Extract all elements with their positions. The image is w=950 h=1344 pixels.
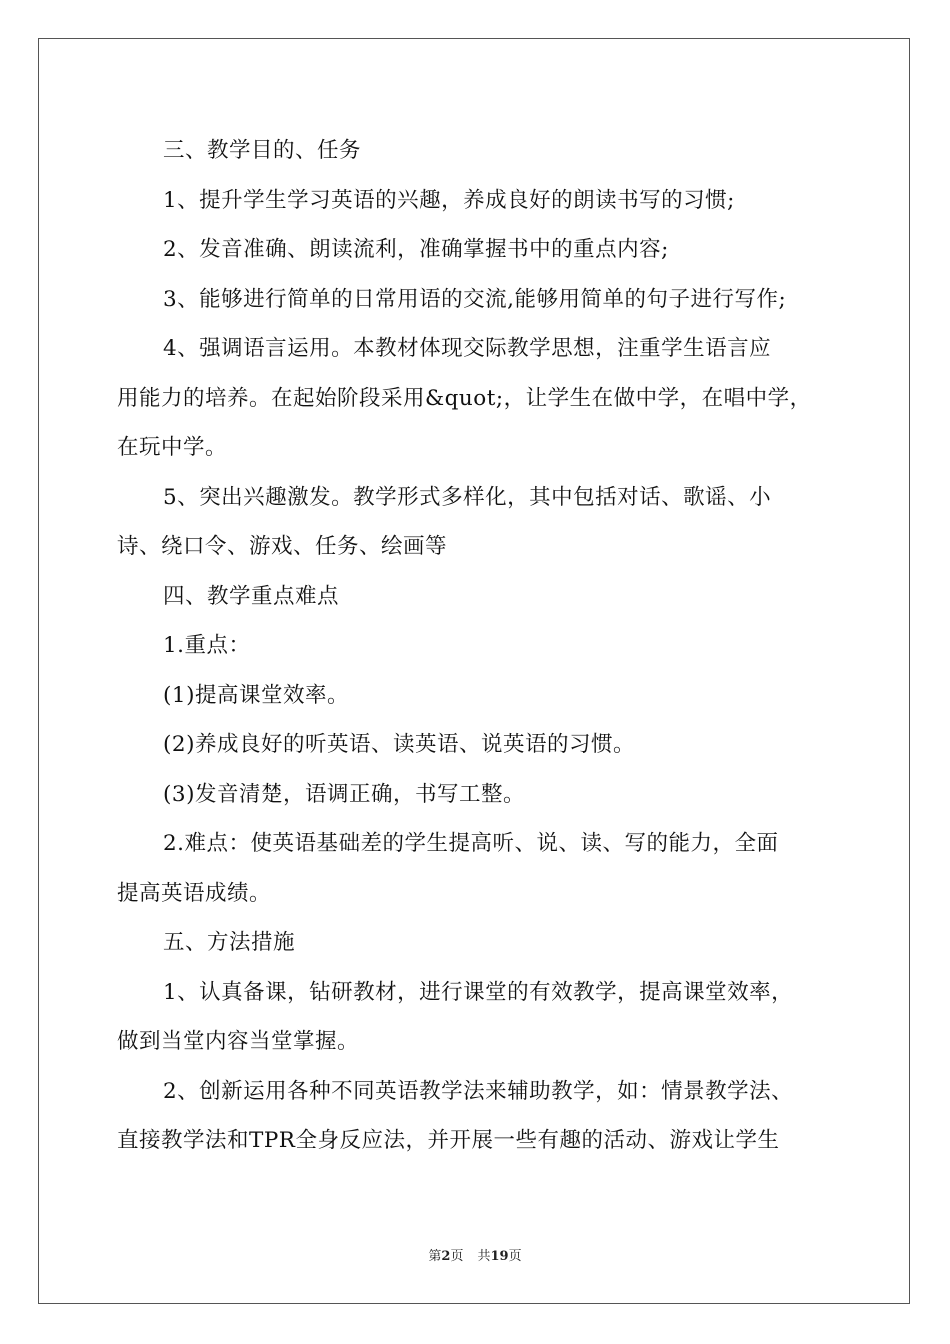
paragraph-line: 1、提升学生学习英语的兴趣，养成良好的朗读书写的习惯; bbox=[163, 187, 735, 213]
total-pages-number: 19 bbox=[490, 1249, 509, 1264]
section-heading: 四、教学重点难点 bbox=[163, 583, 340, 609]
paragraph-line: 2、创新运用各种不同英语教学法来辅助教学，如：情景教学法、 bbox=[163, 1078, 794, 1104]
paragraph-line: 5、突出兴趣激发。教学形式多样化，其中包括对话、歌谣、小 bbox=[163, 484, 772, 510]
list-item: (3)发音清楚，语调正确，书写工整。 bbox=[163, 781, 525, 807]
paragraph-line: 1、认真备课，钻研教材，进行课堂的有效教学，提高课堂效率， bbox=[163, 979, 794, 1005]
page-prefix: 第 bbox=[428, 1249, 442, 1264]
paragraph-line: 用能力的培养。在起始阶段采用&quot;，让学生在做中学，在唱中学， bbox=[117, 385, 812, 411]
subheading: 1.重点： bbox=[163, 633, 251, 658]
paragraph-line: 诗、绕口令、游戏、任务、绘画等 bbox=[117, 534, 448, 559]
total-suffix: 页 bbox=[508, 1249, 522, 1264]
section-heading: 五、方法措施 bbox=[163, 930, 296, 955]
page-suffix: 页 bbox=[450, 1249, 464, 1264]
paragraph-line: 2、发音准确、朗读流利，准确掌握书中的重点内容; bbox=[163, 237, 669, 262]
paragraph-line: 3、能够进行简单的日常用语的交流,能够用简单的句子进行写作; bbox=[163, 286, 787, 312]
paragraph-line: 2.难点：使英语基础差的学生提高听、说、读、写的能力，全面 bbox=[163, 831, 779, 856]
document-body bbox=[117, 126, 833, 1166]
current-page-number: 2 bbox=[441, 1249, 451, 1264]
page-footer bbox=[0, 1245, 950, 1264]
paragraph-line: 在玩中学。 bbox=[117, 435, 228, 460]
paragraph-line: 4、强调语言运用。本教材体现交际教学思想，注重学生语言应 bbox=[163, 336, 772, 361]
paragraph-line: 做到当堂内容当堂掌握。 bbox=[117, 1029, 360, 1054]
list-item: (2)养成良好的听英语、读英语、说英语的习惯。 bbox=[163, 732, 635, 757]
list-item: (1)提高课堂效率。 bbox=[163, 682, 349, 708]
total-prefix: 共 bbox=[477, 1249, 491, 1264]
section-heading: 三、教学目的、任务 bbox=[163, 138, 362, 163]
paragraph-line: 直接教学法和TPR全身反应法，并开展一些有趣的活动、游戏让学生 bbox=[117, 1128, 780, 1153]
paragraph-line: 提高英语成绩。 bbox=[117, 880, 272, 906]
